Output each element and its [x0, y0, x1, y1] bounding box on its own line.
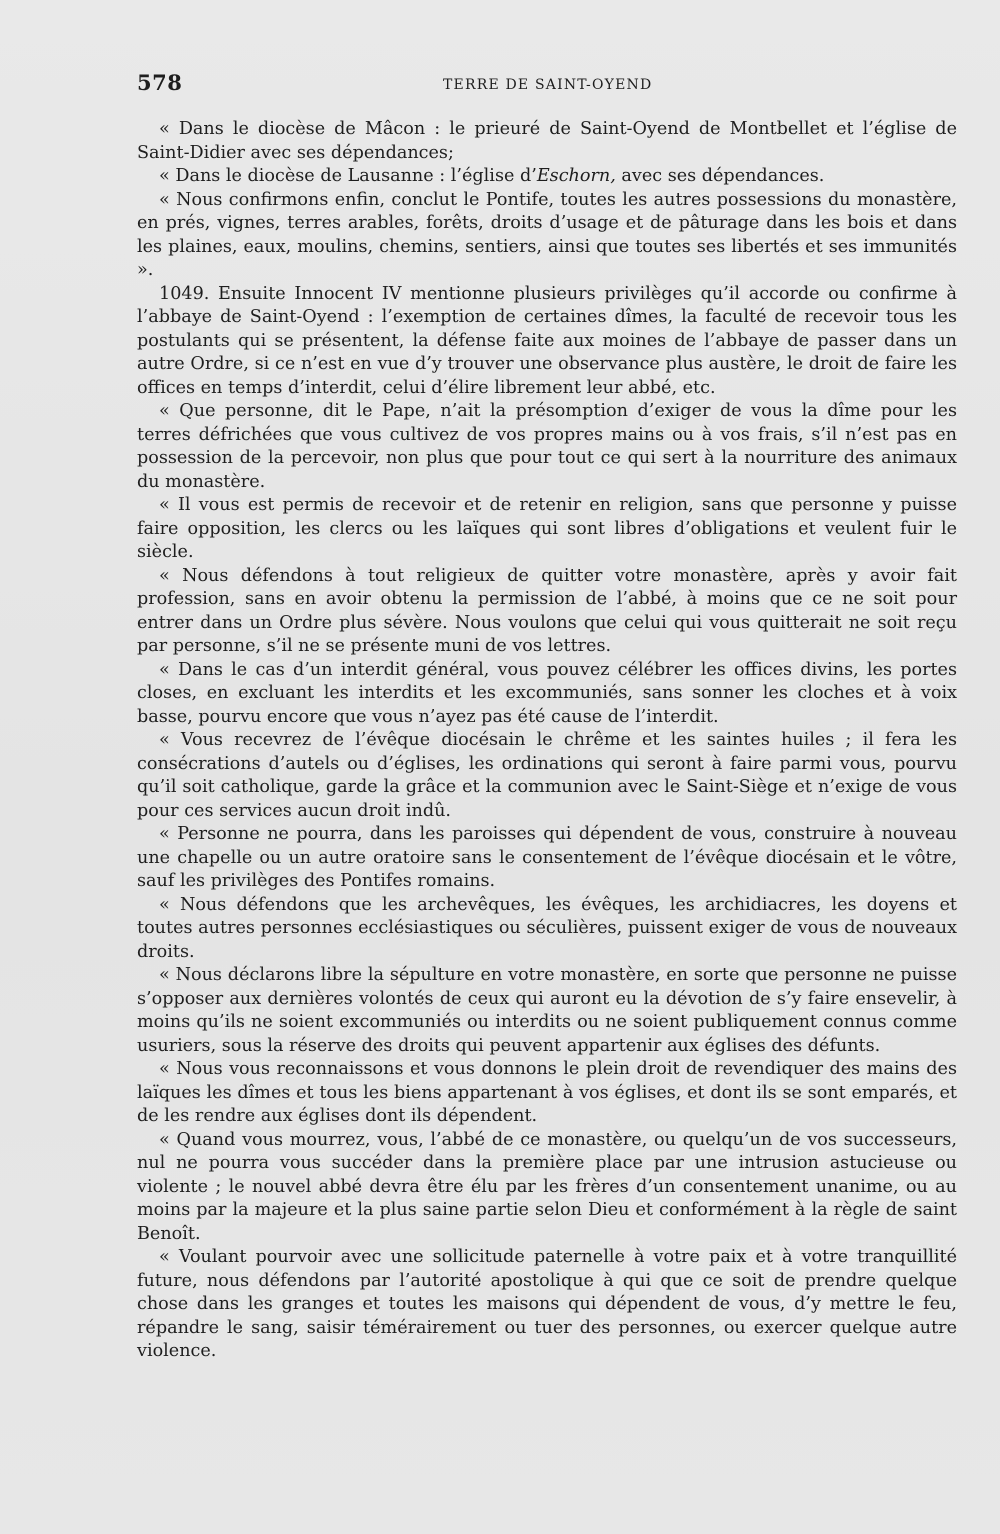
paragraph: « Dans le cas d’un interdit général, vous pouvez célébrer les offices divins, les portes closes, en excluant les interdits et les excommuniés, sans sonner les cloches et à voix basse, pourvu encore que vous n’ayez pas été cause de l’interdit. — [137, 659, 957, 727]
body-text — [137, 118, 957, 1364]
paragraph: « Nous défendons à tout religieux de quitter votre monastère, après y avoir fait profession, sans en avoir obtenu la permission de l’abbé, à moins que ce ne soit pour entrer dans un Ordre plus sévère. Nous voulons que celui qui vous quitterait ne soit reçu par personne, s’il ne se présente muni de vos lettres. — [137, 565, 957, 656]
paragraph: « Vous recevrez de l’évêque diocésain le chrême et les saintes huiles ; il fera les consécrations d’autels ou d’églises, les ordinations qui seront à faire parmi vous, pourvu qu’il soit catholique, garde la grâce et la communion avec le Saint-Siège et n’exige de vous pour ces services aucun droit indû. — [137, 730, 957, 821]
paragraph: « Personne ne pourra, dans les paroisses qui dépendent de vous, construire à nouveau une chapelle ou un autre oratoire sans le consentement de l’évêque diocésain et le vôtre, sauf les privilèges des Pontifes romains. — [137, 824, 957, 891]
paragraph: « Nous confirmons enfin, conclut le Pontife, toutes les autres possessions du monastère, en prés, vignes, terres arables, forêts, droits d’usage et de pâturage dans les bois et dans les plaines, eaux, moulins, chemins, sentiers, ainsi que toutes ses libertés et ses immunités ». — [137, 189, 957, 280]
page-header — [137, 70, 957, 102]
paragraph-eschorn — [137, 165, 957, 189]
italic-place-name: Eschorn, — [536, 166, 616, 186]
paragraph-text: avec ses dépendances. — [615, 166, 825, 186]
paragraph: « Nous vous reconnaissons et vous donnons le plein droit de revendiquer des mains des laïques les dîmes et tous les biens appartenant à vos églises, et dont ils se sont emparés, et de les rendre aux églises dont ils dépendent. — [137, 1059, 957, 1126]
paragraph-numbered-1049: 1049. Ensuite Innocent IV mentionne plusieurs privilèges qu’il accorde ou confirme à l’abbaye de Saint-Oyend : l’exemption de certaines dîmes, la faculté de recevoir tous les postulants qui se présentent, la défense faite aux moines de l’abbaye de passer dans un autre Ordre, si ce n’est en vue d’y trouver une observance plus austère, le droit de faire les offices en temps d’interdit, celui d’élire librement leur abbé, etc. — [137, 283, 957, 398]
paragraph: « Il vous est permis de recevoir et de retenir en religion, sans que personne y puisse faire opposition, les clercs ou les laïques qui sont libres d’obligations et veulent fuir le siècle. — [137, 495, 957, 562]
paragraph: « Quand vous mourrez, vous, l’abbé de ce monastère, ou quelqu’un de vos successeurs, nul ne pourra vous succéder dans la première place par une intrusion astucieuse ou violente ; le nouvel abbé devra être élu par les frères d’un consentement unanime, ou au moins par la majeure et la plus saine partie selon Dieu et conformément à la règle de saint Benoît. — [137, 1129, 957, 1244]
page-number: 578 — [137, 70, 183, 95]
paragraph-text: « Dans le diocèse de Lausanne : l’église d’ — [159, 166, 537, 186]
paragraph: « Que personne, dit le Pape, n’ait la présomption d’exiger de vous la dîme pour les terres défrichées que vous cultivez de vos propres mains ou à vos frais, s’il n’est pas en possession de la percevoir, non plus que pour tout ce qui sert à la nourriture des animaux du monastère. — [137, 401, 957, 492]
paragraph: « Nous défendons que les archevêques, les évêques, les archidiacres, les doyens et toutes autres personnes ecclésiastiques ou séculières, puissent exiger de vous de nouveaux droits. — [137, 894, 957, 962]
paragraph: « Nous déclarons libre la sépulture en votre monastère, en sorte que personne ne puisse s’opposer aux dernières volontés de ceux qui auront eu la dévotion de s’y faire ensevelir, à moins qu’ils ne soient excommuniés ou interdits ou ne soient publiquement connus comme usuriers, sous la réserve des droits qui peuvent appartenir aux églises des défunts. — [137, 965, 957, 1056]
paragraph: « Dans le diocèse de Mâcon : le prieuré de Saint-Oyend de Montbellet et l’église de Saint-Didier avec ses dépendances; — [137, 119, 957, 163]
running-title: TERRE DE SAINT-OYEND — [443, 77, 653, 93]
paragraph: « Voulant pourvoir avec une sollicitude paternelle à votre paix et à votre tranquillité future, nous défendons par l’autorité apostolique à qui que ce soit de prendre quelque chose dans les granges et toutes les maisons qui dépendent de vous, d’y mettre le feu, répandre le sang, saisir témérairement ou tuer des personnes, ou exercer quelque autre violence. — [137, 1247, 957, 1361]
